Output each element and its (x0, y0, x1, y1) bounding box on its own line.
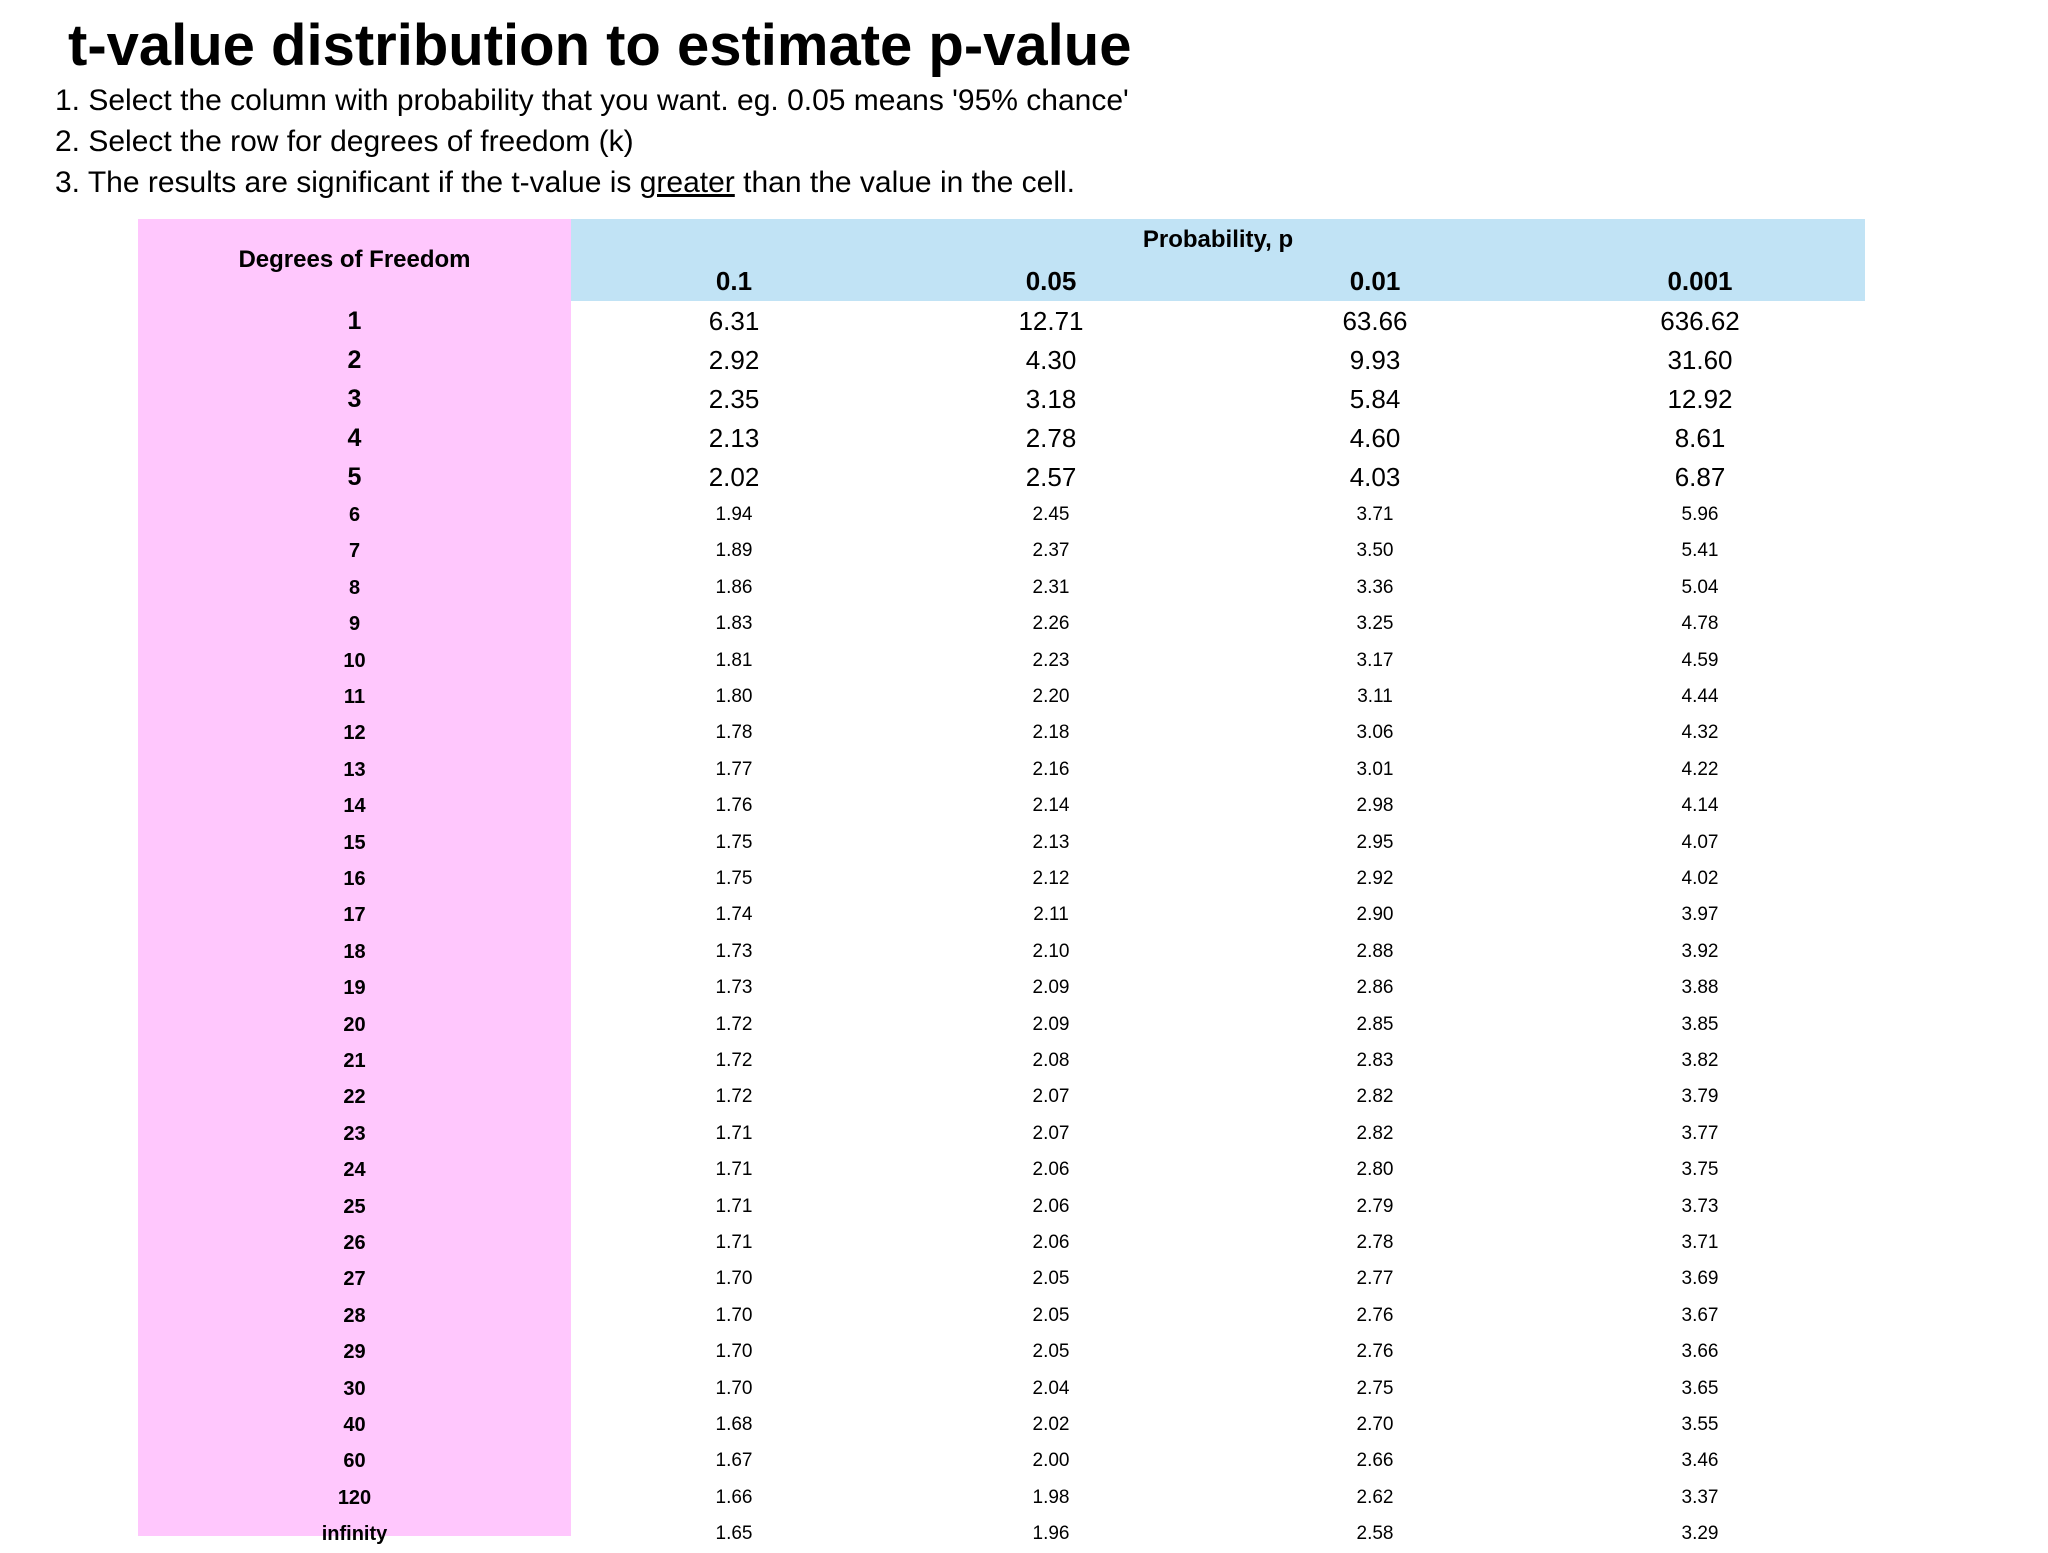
value-cell: 2.12 (1032, 868, 1070, 889)
value-cell: 1.70 (715, 1341, 753, 1363)
degrees-of-freedom-header: Degrees of Freedom (238, 246, 471, 273)
value-cell: 2.02 (708, 462, 760, 492)
value-cell: 2.09 (1032, 1013, 1070, 1035)
value-cell: 3.77 (1681, 1122, 1719, 1144)
value-cell: 2.90 (1356, 904, 1394, 926)
value-cell: 3.36 (1356, 576, 1394, 598)
value-cell: 2.77 (1356, 1268, 1394, 1290)
degrees-of-freedom-cell: 120 (337, 1486, 372, 1509)
value-cell: 4.44 (1681, 686, 1719, 707)
table-row (138, 458, 1865, 497)
value-cell: 3.46 (1681, 1450, 1719, 1472)
value-cell: 1.96 (1032, 1523, 1070, 1545)
table-row (138, 1443, 1865, 1479)
value-cell: 1.72 (715, 1086, 753, 1108)
value-cell: 2.06 (1032, 1232, 1070, 1253)
value-cell: 4.07 (1681, 831, 1719, 853)
value-cell: 2.62 (1356, 1486, 1394, 1508)
value-cell: 2.92 (1356, 868, 1394, 889)
degrees-of-freedom-cell: 16 (343, 868, 366, 890)
value-cell: 2.04 (1032, 1377, 1070, 1399)
value-cell: 2.06 (1032, 1195, 1070, 1217)
value-cell: 3.25 (1356, 613, 1394, 635)
value-cell: 4.32 (1681, 722, 1719, 744)
column-header: 0.01 (1349, 266, 1401, 296)
value-cell: 3.75 (1681, 1159, 1719, 1181)
value-cell: 3.79 (1681, 1086, 1719, 1108)
value-cell: 2.45 (1032, 504, 1070, 525)
value-cell: 3.92 (1681, 940, 1719, 962)
value-cell: 1.76 (715, 795, 753, 817)
table-row (138, 1116, 1865, 1152)
table-row (138, 1225, 1865, 1261)
value-cell: 3.71 (1356, 504, 1394, 525)
table-row (138, 1079, 1865, 1115)
value-cell: 4.30 (1025, 345, 1077, 375)
value-cell: 2.31 (1032, 576, 1070, 598)
table-row (138, 533, 1865, 569)
table-row (138, 825, 1865, 861)
table-row (138, 1516, 1865, 1552)
value-cell: 1.74 (715, 904, 753, 926)
value-cell: 2.98 (1356, 795, 1394, 817)
value-cell: 1.72 (715, 1013, 753, 1035)
value-cell: 1.71 (715, 1159, 753, 1181)
column-header: 0.1 (715, 266, 753, 296)
value-cell: 2.78 (1025, 423, 1077, 453)
value-cell: 5.84 (1349, 384, 1401, 414)
value-cell: 3.17 (1356, 649, 1394, 671)
instruction-1: 1. Select the column with probability that you want. eg. 0.05 means '95% chance' (55, 84, 1129, 117)
value-cell: 3.06 (1356, 722, 1394, 744)
value-cell: 1.73 (715, 977, 753, 999)
value-cell: 1.71 (715, 1195, 753, 1217)
value-cell: 2.07 (1032, 1086, 1070, 1108)
table-row (138, 1261, 1865, 1297)
value-cell: 2.58 (1356, 1523, 1394, 1545)
value-cell: 4.14 (1681, 795, 1719, 817)
degrees-of-freedom-cell: 12 (343, 722, 366, 745)
value-cell: 3.65 (1681, 1377, 1719, 1399)
value-cell: 1.94 (715, 504, 753, 525)
table-row (138, 302, 1865, 341)
value-cell: 2.08 (1032, 1050, 1070, 1071)
table-row (138, 1407, 1865, 1443)
value-cell: 2.57 (1025, 462, 1077, 492)
value-cell: 2.82 (1356, 1086, 1394, 1108)
degrees-of-freedom-cell: 3 (347, 385, 362, 413)
value-cell: 1.81 (715, 649, 753, 671)
value-cell: 4.78 (1681, 613, 1719, 635)
value-cell: 2.26 (1032, 613, 1070, 635)
table-row (138, 380, 1865, 419)
instruction-3 (55, 162, 1129, 203)
value-cell: 2.13 (708, 423, 760, 453)
value-cell: 3.11 (1357, 686, 1393, 707)
value-cell: 2.00 (1032, 1450, 1070, 1472)
table-row (138, 1298, 1865, 1334)
value-cell: 3.29 (1681, 1523, 1719, 1545)
value-cell: 1.75 (715, 868, 753, 889)
degrees-of-freedom-cell: 10 (343, 649, 366, 672)
value-cell: 4.60 (1349, 423, 1401, 453)
value-cell: 3.55 (1681, 1414, 1719, 1435)
value-cell: 2.06 (1032, 1159, 1070, 1181)
table-row (138, 861, 1865, 897)
table-row (138, 497, 1865, 533)
table-row (138, 1043, 1865, 1079)
degrees-of-freedom-cell: 22 (343, 1086, 366, 1109)
degrees-of-freedom-cell: 15 (343, 831, 366, 854)
value-cell: 1.98 (1032, 1486, 1070, 1508)
value-cell: 1.67 (715, 1450, 753, 1472)
value-cell: 2.20 (1032, 686, 1070, 707)
value-cell: 5.41 (1681, 540, 1719, 562)
page-title: t-value distribution to estimate p-value (68, 13, 1132, 78)
value-cell: 2.11 (1033, 904, 1069, 926)
value-cell: 2.92 (708, 345, 760, 375)
value-cell: 1.77 (715, 758, 753, 780)
table-row (138, 419, 1865, 458)
table-row (138, 752, 1865, 788)
value-cell: 2.86 (1356, 977, 1394, 999)
column-header: 0.001 (1667, 266, 1733, 296)
degrees-of-freedom-cell: 40 (343, 1414, 366, 1436)
value-cell: 2.14 (1032, 795, 1070, 817)
value-cell: 3.37 (1681, 1486, 1719, 1508)
degrees-of-freedom-cell: 1 (347, 307, 362, 335)
value-cell: 2.76 (1356, 1341, 1394, 1363)
value-cell: 12.92 (1667, 384, 1733, 414)
value-cell: 4.59 (1681, 649, 1719, 671)
degrees-of-freedom-cell: 25 (343, 1195, 366, 1218)
value-cell: 1.75 (715, 831, 753, 853)
value-cell: 3.88 (1681, 977, 1719, 999)
value-cell: 31.60 (1667, 345, 1733, 375)
value-cell: 1.73 (715, 940, 753, 962)
t-distribution-table (138, 219, 1865, 1546)
value-cell: 1.71 (715, 1122, 753, 1144)
value-cell: 1.86 (715, 576, 753, 598)
value-cell: 9.93 (1349, 345, 1401, 375)
value-cell: 1.72 (715, 1050, 753, 1071)
table-row (138, 679, 1865, 715)
value-cell: 6.31 (708, 306, 760, 336)
degrees-of-freedom-cell: 18 (343, 940, 366, 963)
degrees-of-freedom-cell: infinity (321, 1523, 388, 1546)
value-cell: 2.02 (1032, 1414, 1070, 1435)
value-cell: 5.04 (1681, 576, 1719, 598)
instruction-3-after: than the value in the cell. (734, 166, 1076, 199)
table-row (138, 1480, 1865, 1516)
table-row (138, 1334, 1865, 1370)
degrees-of-freedom-cell: 14 (343, 795, 366, 818)
value-cell: 12.71 (1018, 306, 1084, 336)
value-cell: 2.88 (1356, 940, 1394, 962)
degrees-of-freedom-cell: 11 (343, 686, 366, 708)
value-cell: 8.61 (1674, 423, 1726, 453)
value-cell: 2.05 (1032, 1268, 1070, 1290)
table-row (138, 1189, 1865, 1225)
degrees-of-freedom-cell: 30 (343, 1377, 366, 1400)
probability-column-headers (571, 260, 1865, 301)
value-cell: 2.66 (1356, 1450, 1394, 1472)
value-cell: 3.66 (1681, 1341, 1719, 1363)
value-cell: 2.83 (1356, 1050, 1394, 1071)
value-cell: 1.80 (715, 686, 753, 707)
degrees-of-freedom-cell: 9 (348, 613, 361, 636)
table-row (138, 1371, 1865, 1407)
degrees-of-freedom-cell: 24 (343, 1159, 366, 1182)
value-cell: 2.85 (1356, 1013, 1394, 1035)
degrees-of-freedom-cell: 29 (343, 1341, 366, 1364)
degrees-of-freedom-cell: 5 (347, 463, 362, 491)
value-cell: 3.97 (1681, 904, 1719, 926)
value-cell: 1.70 (715, 1268, 753, 1290)
value-cell: 2.35 (708, 384, 760, 414)
degrees-of-freedom-cell: 8 (348, 576, 361, 599)
value-cell: 2.18 (1032, 722, 1070, 744)
degrees-of-freedom-cell: 20 (343, 1013, 366, 1036)
degrees-of-freedom-cell: 21 (343, 1050, 366, 1072)
instruction-2: 2. Select the row for degrees of freedom (k) (55, 125, 634, 158)
value-cell: 3.67 (1681, 1304, 1719, 1326)
value-cell: 2.05 (1032, 1341, 1070, 1363)
value-cell: 3.82 (1681, 1050, 1719, 1071)
value-cell: 2.82 (1356, 1122, 1394, 1144)
value-cell: 2.80 (1356, 1159, 1394, 1181)
value-cell: 4.22 (1681, 758, 1719, 780)
value-cell: 4.02 (1681, 868, 1719, 889)
degrees-of-freedom-cell: 17 (343, 904, 366, 927)
table-row (138, 570, 1865, 606)
instructions (55, 80, 1129, 203)
degrees-of-freedom-cell: 27 (343, 1268, 366, 1291)
table-row (138, 970, 1865, 1006)
instruction-3-before: 3. The results are significant if the t-value is (55, 166, 640, 199)
value-cell: 1.71 (715, 1232, 753, 1253)
value-cell: 2.79 (1356, 1195, 1394, 1217)
value-cell: 1.66 (715, 1486, 753, 1508)
value-cell: 2.16 (1032, 758, 1070, 780)
table-row (138, 897, 1865, 933)
degrees-of-freedom-cell: 19 (343, 977, 366, 1000)
value-cell: 2.75 (1356, 1377, 1394, 1399)
table-row (138, 643, 1865, 679)
degrees-of-freedom-cell: 60 (343, 1450, 366, 1473)
value-cell: 1.78 (715, 722, 753, 744)
table-row (138, 1152, 1865, 1188)
table-row (138, 1007, 1865, 1043)
value-cell: 3.69 (1681, 1268, 1719, 1290)
degrees-of-freedom-cell: 26 (343, 1232, 366, 1254)
value-cell: 2.95 (1356, 831, 1394, 853)
value-cell: 2.09 (1032, 977, 1070, 999)
degrees-of-freedom-cell: 4 (347, 424, 362, 452)
degrees-of-freedom-cell: 7 (348, 540, 361, 563)
degrees-of-freedom-cell: 23 (343, 1122, 366, 1145)
table-row (138, 606, 1865, 642)
degrees-of-freedom-cell: 6 (348, 504, 361, 526)
degrees-of-freedom-cell: 28 (343, 1304, 366, 1327)
value-cell: 1.83 (715, 613, 753, 635)
value-cell: 3.01 (1356, 758, 1394, 780)
value-cell: 3.18 (1025, 384, 1077, 414)
table-row (138, 788, 1865, 824)
value-cell: 1.70 (715, 1377, 753, 1399)
value-cell: 2.76 (1356, 1304, 1394, 1326)
value-cell: 2.70 (1356, 1414, 1394, 1435)
degrees-of-freedom-cell: 13 (343, 758, 366, 781)
table-row (138, 934, 1865, 970)
value-cell: 3.71 (1681, 1232, 1719, 1253)
value-cell: 2.13 (1032, 831, 1070, 853)
value-cell: 5.96 (1681, 504, 1719, 525)
value-cell: 2.05 (1032, 1304, 1070, 1326)
value-cell: 3.85 (1681, 1013, 1719, 1035)
degrees-of-freedom-cell: 2 (347, 346, 362, 374)
value-cell: 1.89 (715, 540, 753, 562)
value-cell: 2.10 (1032, 940, 1070, 962)
value-cell: 3.73 (1681, 1195, 1719, 1217)
column-header: 0.05 (1025, 266, 1077, 296)
table-row (138, 341, 1865, 380)
value-cell: 3.50 (1356, 540, 1394, 562)
value-cell: 2.23 (1032, 649, 1070, 671)
value-cell: 2.07 (1032, 1122, 1070, 1144)
value-cell: 1.65 (715, 1523, 753, 1545)
value-cell: 2.37 (1032, 540, 1070, 562)
value-cell: 1.70 (715, 1304, 753, 1326)
table-row (138, 715, 1865, 751)
value-cell: 6.87 (1674, 462, 1726, 492)
value-cell: 2.78 (1356, 1232, 1394, 1253)
value-cell: 1.68 (715, 1414, 753, 1435)
value-cell: 63.66 (1342, 306, 1408, 336)
instruction-3-emphasis: greater (639, 166, 735, 199)
value-cell: 636.62 (1660, 306, 1740, 336)
probability-header: Probability, p (1142, 226, 1294, 253)
value-cell: 4.03 (1349, 462, 1401, 492)
